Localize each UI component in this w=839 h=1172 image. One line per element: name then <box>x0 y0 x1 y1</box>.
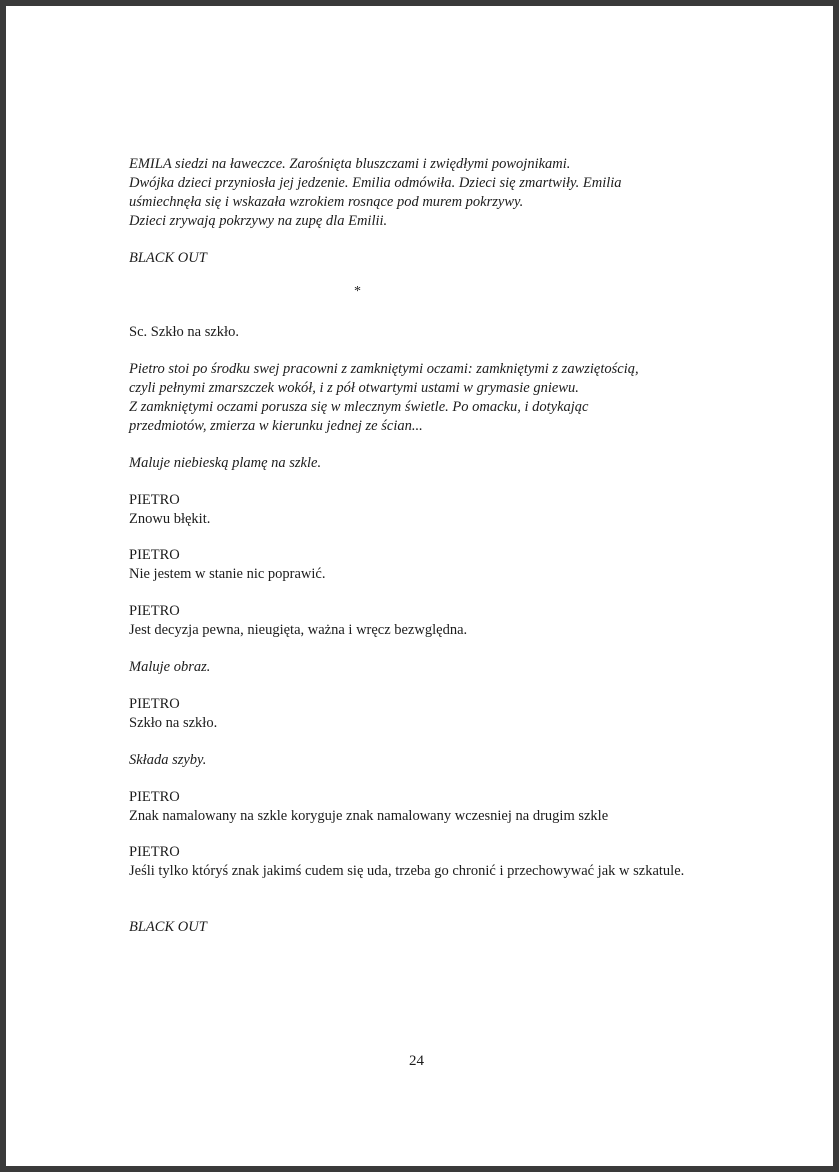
stage-direction-line: Dzieci zrywają pokrzywy na zupę dla Emilii. <box>129 213 388 229</box>
stage-direction-line: Pietro stoi po środku swej pracowni z zamkniętymi oczami: zamkniętymi z zawziętością, <box>129 361 639 377</box>
speaker-name: PIETRO <box>129 492 180 508</box>
stage-direction-line: EMILA siedzi na ławeczce. Zarośnięta bluszczami i zwiędłymi powojnikami. <box>129 156 571 172</box>
stage-direction-line: czyli pełnymi zmarszczek wokół, i z pół otwartymi ustami w grymasie gniewu. <box>129 380 579 396</box>
scene-title: Sc. Szkło na szkło. <box>129 324 239 340</box>
speaker-name: PIETRO <box>129 844 180 860</box>
stage-direction-line: uśmiechnęła się i wskazała wzrokiem rosnące pod murem pokrzywy. <box>129 194 524 210</box>
speaker-name: PIETRO <box>129 789 180 805</box>
stage-direction-line: Dwójka dzieci przyniosła jej jedzenie. Emilia odmówiła. Dzieci się zmartwiły. Emilia <box>129 175 622 191</box>
black-out-label: BLACK OUT <box>129 919 207 935</box>
page-number: 24 <box>409 1053 424 1069</box>
speaker-name: PIETRO <box>129 696 180 712</box>
document-page <box>6 6 833 1166</box>
dialogue-line: Szkło na szkło. <box>129 715 218 731</box>
stage-direction: Maluje obraz. <box>129 659 211 675</box>
dialogue-line: Nie jestem w stanie nic poprawić. <box>129 566 326 582</box>
dialogue-line: Jest decyzja pewna, nieugięta, ważna i wręcz bezwględna. <box>129 622 468 638</box>
scene-separator: * <box>354 284 361 299</box>
dialogue-line: Jeśli tylko któryś znak jakimś cudem się uda, trzeba go chronić i przechowywać jak w szkatule. <box>129 863 685 879</box>
speaker-name: PIETRO <box>129 603 180 619</box>
dialogue-line: Znak namalowany na szkle koryguje znak namalowany wczesniej na drugim szkle <box>129 808 609 824</box>
stage-direction: Maluje niebieską plamę na szkle. <box>129 455 322 471</box>
stage-direction-line: przedmiotów, zmierza w kierunku jednej ze ścian... <box>129 418 423 434</box>
speaker-name: PIETRO <box>129 547 180 563</box>
dialogue-line: Znowu błękit. <box>129 511 211 527</box>
stage-direction-line: Z zamkniętymi oczami porusza się w mlecznym świetle. Po omacku, i dotykając <box>129 399 589 415</box>
stage-direction: Składa szyby. <box>129 752 207 768</box>
black-out-label: BLACK OUT <box>129 250 207 266</box>
